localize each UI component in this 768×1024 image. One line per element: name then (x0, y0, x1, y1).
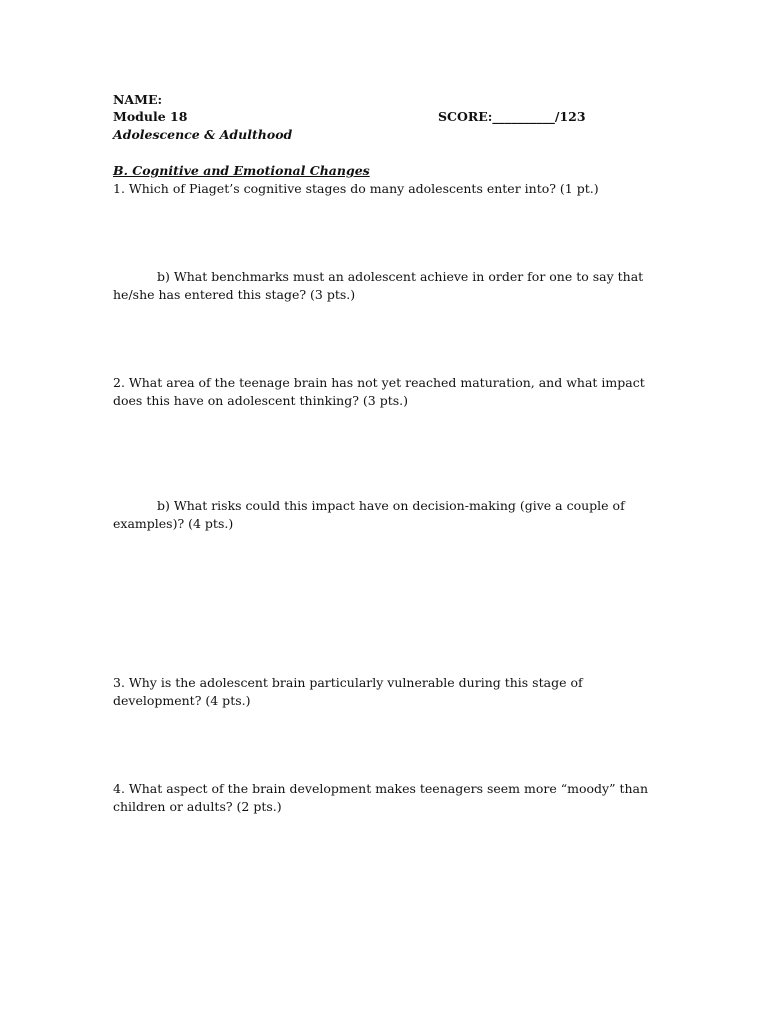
question-1: 1. Which of Piaget’s cognitive stages do many adolescents enter into? (1 pt.) (113, 181, 599, 196)
question-3: 3. Why is the adolescent brain particularly vulnerable during this stage of development? (4 pts.) (113, 675, 583, 708)
question-4: 4. What aspect of the brain development makes teenagers seem more “moody” than children or adults? (2 pts.) (113, 781, 649, 814)
worksheet-subtitle: Adolescence & Adulthood (113, 127, 293, 142)
question-2: 2. What area of the teenage brain has not yet reached maturation, and what impact does this have on adolescent thinking? (3 pts.) (113, 375, 645, 408)
score-label: SCORE:__________/123 (438, 109, 586, 124)
section-title: B. Cognitive and Emotional Changes (113, 163, 370, 178)
name-label: NAME: (113, 92, 163, 107)
question-1b: b) What benchmarks must an adolescent achieve in order for one to say that he/she has entered this stage? (3 pts.) (113, 269, 644, 302)
question-2b: b) What risks could this impact have on decision-making (give a couple of examples)? (4 pts.) (113, 498, 625, 531)
module-label: Module 18 (113, 109, 188, 124)
